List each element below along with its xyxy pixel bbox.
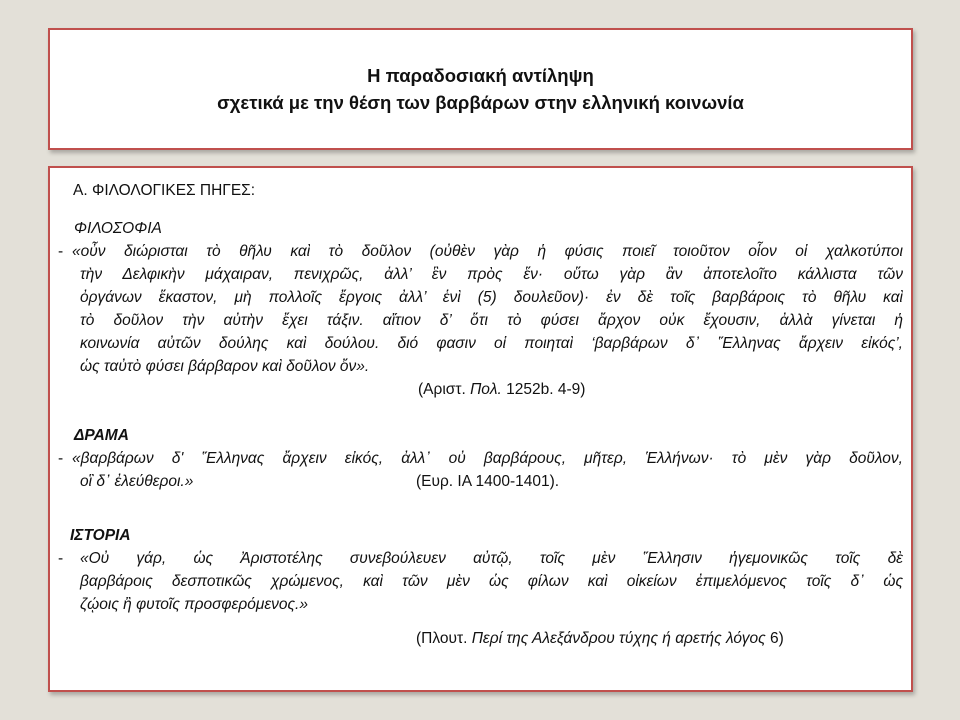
history-heading: ΙΣΤΟΡΙΑ	[70, 527, 131, 544]
title-line-1: Η παραδοσιακή αντίληψη	[367, 65, 594, 86]
history-dash: -	[58, 550, 64, 567]
title-line-2: σχετικά με την θέση των βαρβάρων στην ελληνική κοινωνία	[217, 92, 744, 113]
history-line-1: «Οὐ γάρ, ὡς Ἀριστοτέλης συνεβούλευεν αὐτῷ, τοῖς μὲν Ἕλλησιν ἡγεμονικῶς τοῖς δὲ	[80, 550, 903, 567]
drama-line-1: «βαρβάρων δ' Ἕλληνας ἄρχειν εἰκός, ἀλλ᾽ οὐ βαρβάρους, μῆτερ, Ἑλλήνων· τὸ μὲν γὰρ δοῦλον,	[72, 450, 903, 467]
drama-line-2: οἳ δ᾽ ἐλεύθεροι.»	[80, 473, 194, 490]
philosophy-heading: ΦΙΛΟΣΟΦΙΑ	[74, 220, 162, 237]
title-box	[48, 28, 913, 150]
history-citation: (Πλουτ. Περί της Αλεξάνδρου τύχης ή αρετής λόγος 6)	[416, 630, 784, 647]
philosophy-line-3: ὀργάνων ἕκαστον, μὴ πολλοῖς ἔργοις ἀλλ’ ἑνὶ (5) δουλεῦον)· ἐν δὲ τοῖς βαρβάροις τὸ θῆλυ καὶ	[80, 289, 903, 306]
philosophy-line-4: τὸ δοῦλον τὴν αὐτὴν ἔχει τάξιν. αἴτιον δ’ ὅτι τὸ φύσει ἄρχον οὐκ ἔχουσιν, ἀλλὰ γίνεται ἡ	[80, 312, 903, 329]
content-box	[48, 166, 913, 692]
drama-heading: ΔΡΑΜΑ	[74, 427, 129, 444]
philosophy-line-6: ὡς ταὐτὸ φύσει βάρβαρον καὶ δοῦλον ὄν».	[80, 358, 370, 375]
philosophy-line-1: «οὖν διώρισται τὸ θῆλυ καὶ τὸ δοῦλον (οὐθὲν γὰρ ἡ φύσις ποιεῖ τοιοῦτον οἷον οἱ χαλκοτύποι	[72, 243, 903, 260]
history-line-2: βαρβάροις δεσποτικῶς χρώμενος, καὶ τῶν μὲν ὡς φίλων καὶ οἰκείων ἐπιμελόμενος τοῖς δ᾽ ὡς	[80, 573, 903, 590]
drama-citation: (Ευρ. ΙΑ 1400-1401).	[416, 473, 560, 490]
history-line-3: ζῴοις ἢ φυτοῖς προσφερόμενος.»	[80, 596, 308, 613]
drama-dash: -	[58, 450, 64, 467]
philosophy-citation: (Αριστ. Πολ. 1252b. 4-9)	[418, 381, 586, 398]
philosophy-dash: -	[58, 243, 64, 260]
philosophy-line-2: τὴν Δελφικὴν μάχαιραν, πενιχρῶς, ἀλλ’ ἓν πρὸς ἕν· οὕτω γὰρ ἂν ἀποτελοῖτο κάλλιστα τῶν	[80, 266, 903, 283]
philosophy-line-5: κοινωνία αὐτῶν δούλης καὶ δούλου. διό φασιν οἱ ποιηταὶ ‘βαρβάρων δ᾽ Ἕλληνας ἄρχειν εἰκός’,	[80, 335, 903, 352]
section-a-heading: Α. ΦΙΛΟΛΟΓΙΚΕΣ ΠΗΓΕΣ:	[73, 182, 256, 199]
